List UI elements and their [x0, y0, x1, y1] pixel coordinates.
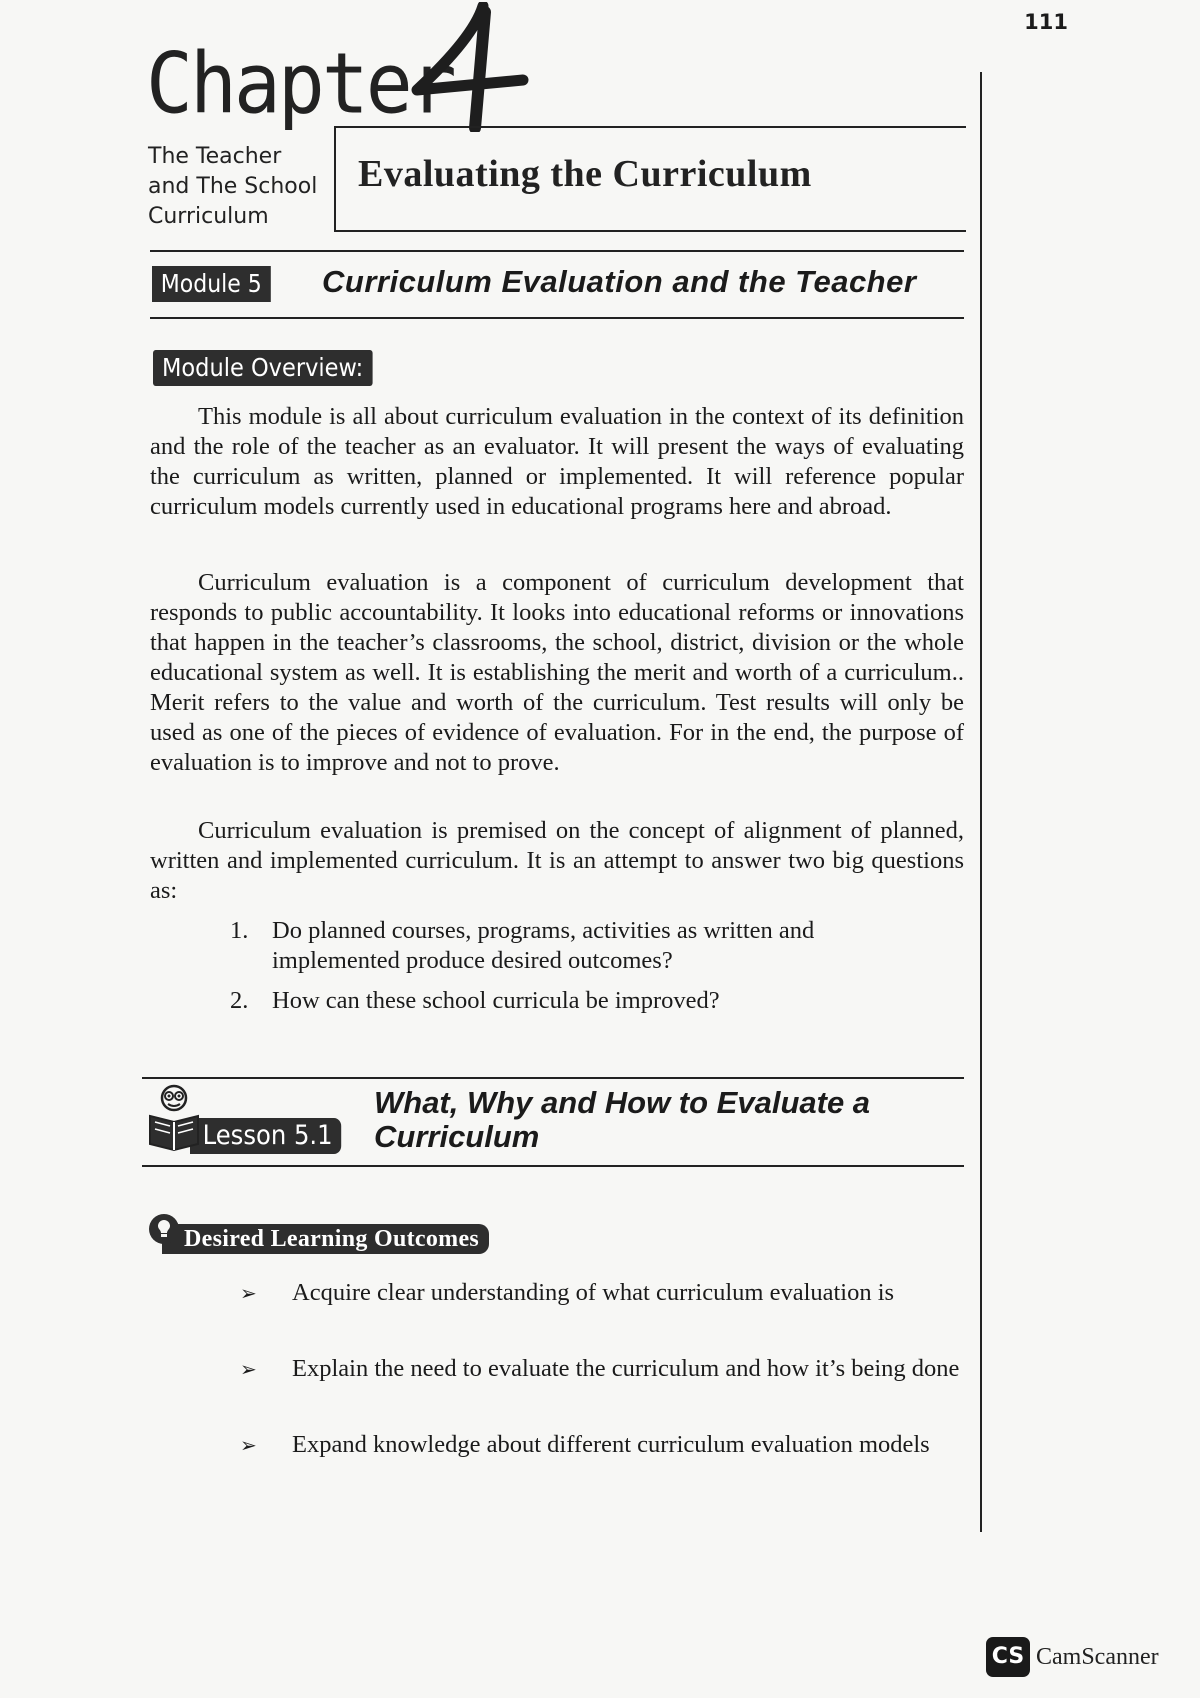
question-number: 1.: [230, 917, 249, 944]
divider: [150, 317, 964, 319]
overview-paragraph: This module is all about curriculum evaluation in the context of its definition and the role of the teacher as an evaluator. It will present the ways of evaluating the curriculum as written, planned or implemented. It will reference popular curriculum models currently used in educational programs here and abroad.: [150, 403, 964, 520]
camscanner-name: CamScanner: [1036, 1644, 1159, 1670]
book-title-line: Curriculum: [148, 204, 269, 229]
camscanner-logo: CS: [986, 1637, 1030, 1677]
cartoon-reader-icon: [146, 1082, 202, 1154]
module-badge: Module 5: [152, 266, 271, 302]
overview-paragraph: Curriculum evaluation is a component of curriculum development that responds to public accountability. It looks into educational reforms or innovations that happen in the teacher’s classrooms, the school, district, division or the whole educational system as well. It is establishing the merit and worth of a curriculum.. Merit refers to the value and worth of the curriculum. Test results will only be used as one of the pieces of evidence of evaluation. For in the end, the purpose of evaluation is to improve and not to prove.: [150, 569, 964, 776]
outcome-text: Explain the need to evaluate the curriculum and how it’s being done: [292, 1355, 960, 1382]
chapter-label: Chapter: [146, 36, 454, 134]
chapter-title: Evaluating the Curriculum: [358, 153, 812, 195]
outcomes-badge: Desired Learning Outcomes: [162, 1224, 489, 1254]
book-title-line: The Teacher: [148, 144, 282, 169]
module-title: Curriculum Evaluation and the Teacher: [322, 264, 917, 299]
divider: [142, 1165, 964, 1167]
lightbulb-head-icon: [147, 1212, 181, 1246]
overview-paragraph: Curriculum evaluation is premised on the concept of alignment of planned, written and implemented curriculum. It is an attempt to answer two big questions as:: [150, 817, 964, 904]
divider: [142, 1077, 964, 1079]
arrow-bullet-icon: ➢: [240, 1357, 257, 1381]
lesson-badge: Lesson 5.1: [190, 1118, 342, 1154]
outcome-text: Expand knowledge about different curriculum evaluation models: [292, 1431, 930, 1458]
divider: [150, 250, 964, 252]
question-text: How can these school curricula be improved?: [272, 987, 720, 1014]
overview-badge: Module Overview:: [153, 350, 372, 386]
question-number: 2.: [230, 987, 249, 1014]
margin-rule: [980, 72, 982, 1532]
book-title: [148, 142, 317, 232]
book-title-line: and The School: [148, 174, 318, 199]
lesson-title: [374, 1086, 934, 1154]
question-text: Do planned courses, programs, activities as written and implemented produce desired outcomes?: [272, 917, 815, 974]
outcome-text: Acquire clear understanding of what curriculum evaluation is: [292, 1279, 895, 1306]
arrow-bullet-icon: ➢: [240, 1433, 257, 1457]
chapter-number-glyph: [405, 2, 530, 132]
lesson-title-line: What, Why and How to Evaluate a: [374, 1085, 871, 1120]
page-number: 111: [1024, 10, 1068, 34]
arrow-bullet-icon: ➢: [240, 1281, 257, 1305]
lesson-title-line: Curriculum: [374, 1119, 540, 1154]
